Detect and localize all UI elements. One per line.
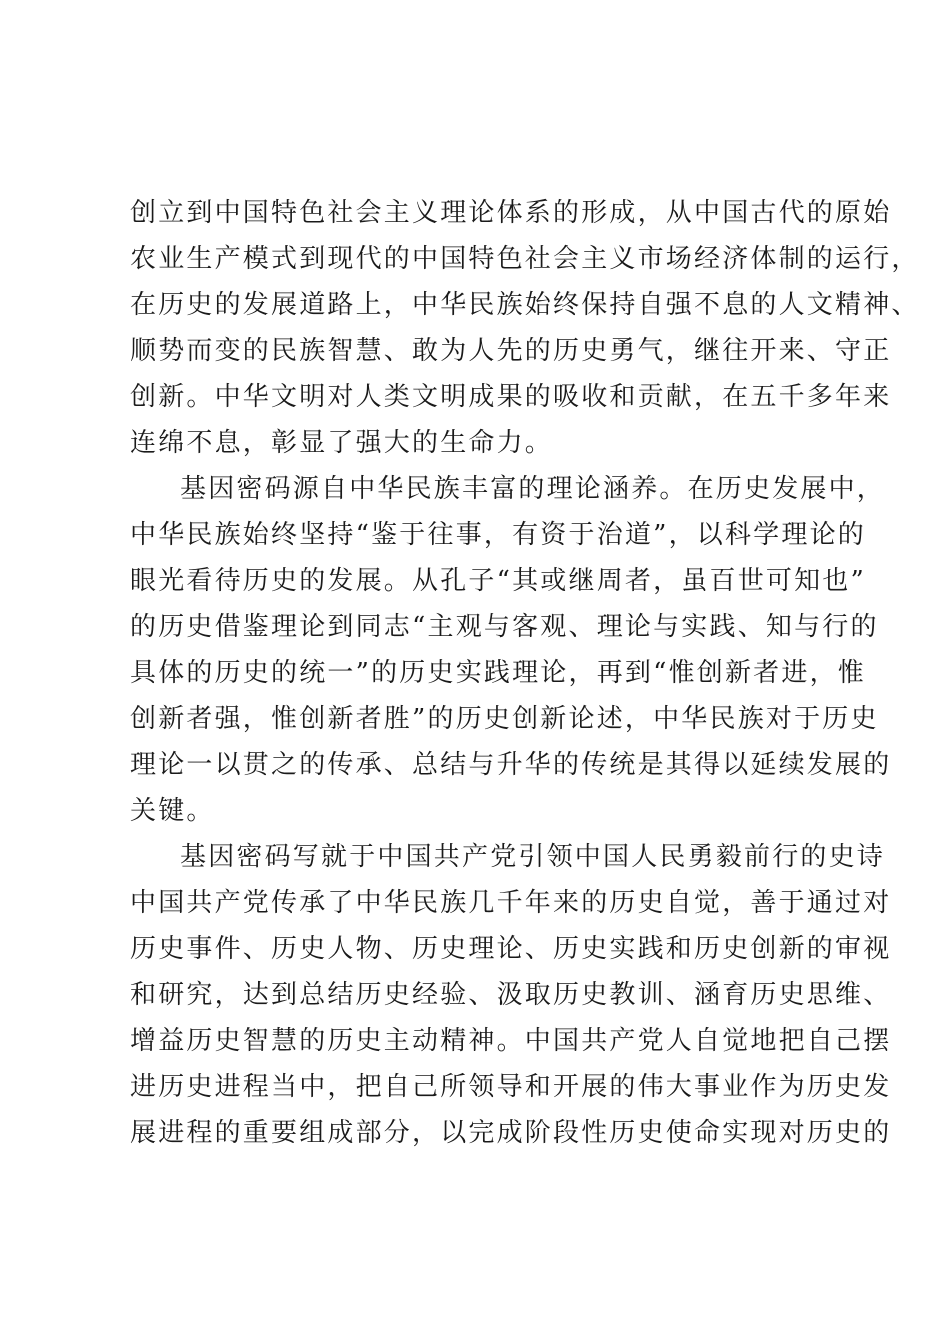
text-line: 中国共产党传承了中华民族几千年来的历史自觉，善于通过对 (130, 888, 892, 918)
text-line: 创新。中华文明对人类文明成果的吸收和贡献，在五千多年来 (130, 382, 892, 412)
text-line: 基因密码源自中华民族丰富的理论涵养。在历史发展中， (180, 474, 886, 504)
text-line: 具体的历史的统一”的历史实践理论，再到“惟创新者进，惟 (130, 658, 866, 688)
text-line: 理论一以贯之的传承、总结与升华的传统是其得以延续发展的 (130, 750, 892, 780)
text-line: 的历史借鉴理论到同志“主观与客观、理论与实践、知与行的 (130, 612, 879, 642)
text-line: 在历史的发展道路上，中华民族始终保持自强不息的人文精神、 (130, 290, 920, 320)
text-line: 关键。 (130, 796, 215, 826)
text-line: 展进程的重要组成部分，以完成阶段性历史使命实现对历史的 (130, 1118, 892, 1148)
text-line: 增益历史智慧的历史主动精神。中国共产党人自觉地把自己摆 (130, 1026, 892, 1056)
text-line: 基因密码写就于中国共产党引领中国人民勇毅前行的史诗 (180, 842, 886, 872)
text-line: 眼光看待历史的发展。从孔子“其或继周者，虽百世可知也” (130, 566, 866, 596)
text-line: 连绵不息，彰显了强大的生命力。 (130, 428, 554, 458)
text-line: 进历史进程当中，把自己所领导和开展的伟大事业作为历史发 (130, 1072, 892, 1102)
text-line: 顺势而变的民族智慧、敢为人先的历史勇气，继往开来、守正 (130, 336, 892, 366)
text-line: 创立到中国特色社会主义理论体系的形成，从中国古代的原始 (130, 198, 892, 228)
text-line: 农业生产模式到现代的中国特色社会主义市场经济体制的运行， (130, 244, 920, 274)
text-line: 创新者强，惟创新者胜”的历史创新论述，中华民族对于历史 (130, 704, 879, 734)
text-line: 和研究，达到总结历史经验、汲取历史教训、涵育历史思维、 (130, 980, 892, 1010)
text-line: 中华民族始终坚持“鉴于往事，有资于治道”，以科学理论的 (130, 520, 866, 550)
text-line: 历史事件、历史人物、历史理论、历史实践和历史创新的审视 (130, 934, 892, 964)
